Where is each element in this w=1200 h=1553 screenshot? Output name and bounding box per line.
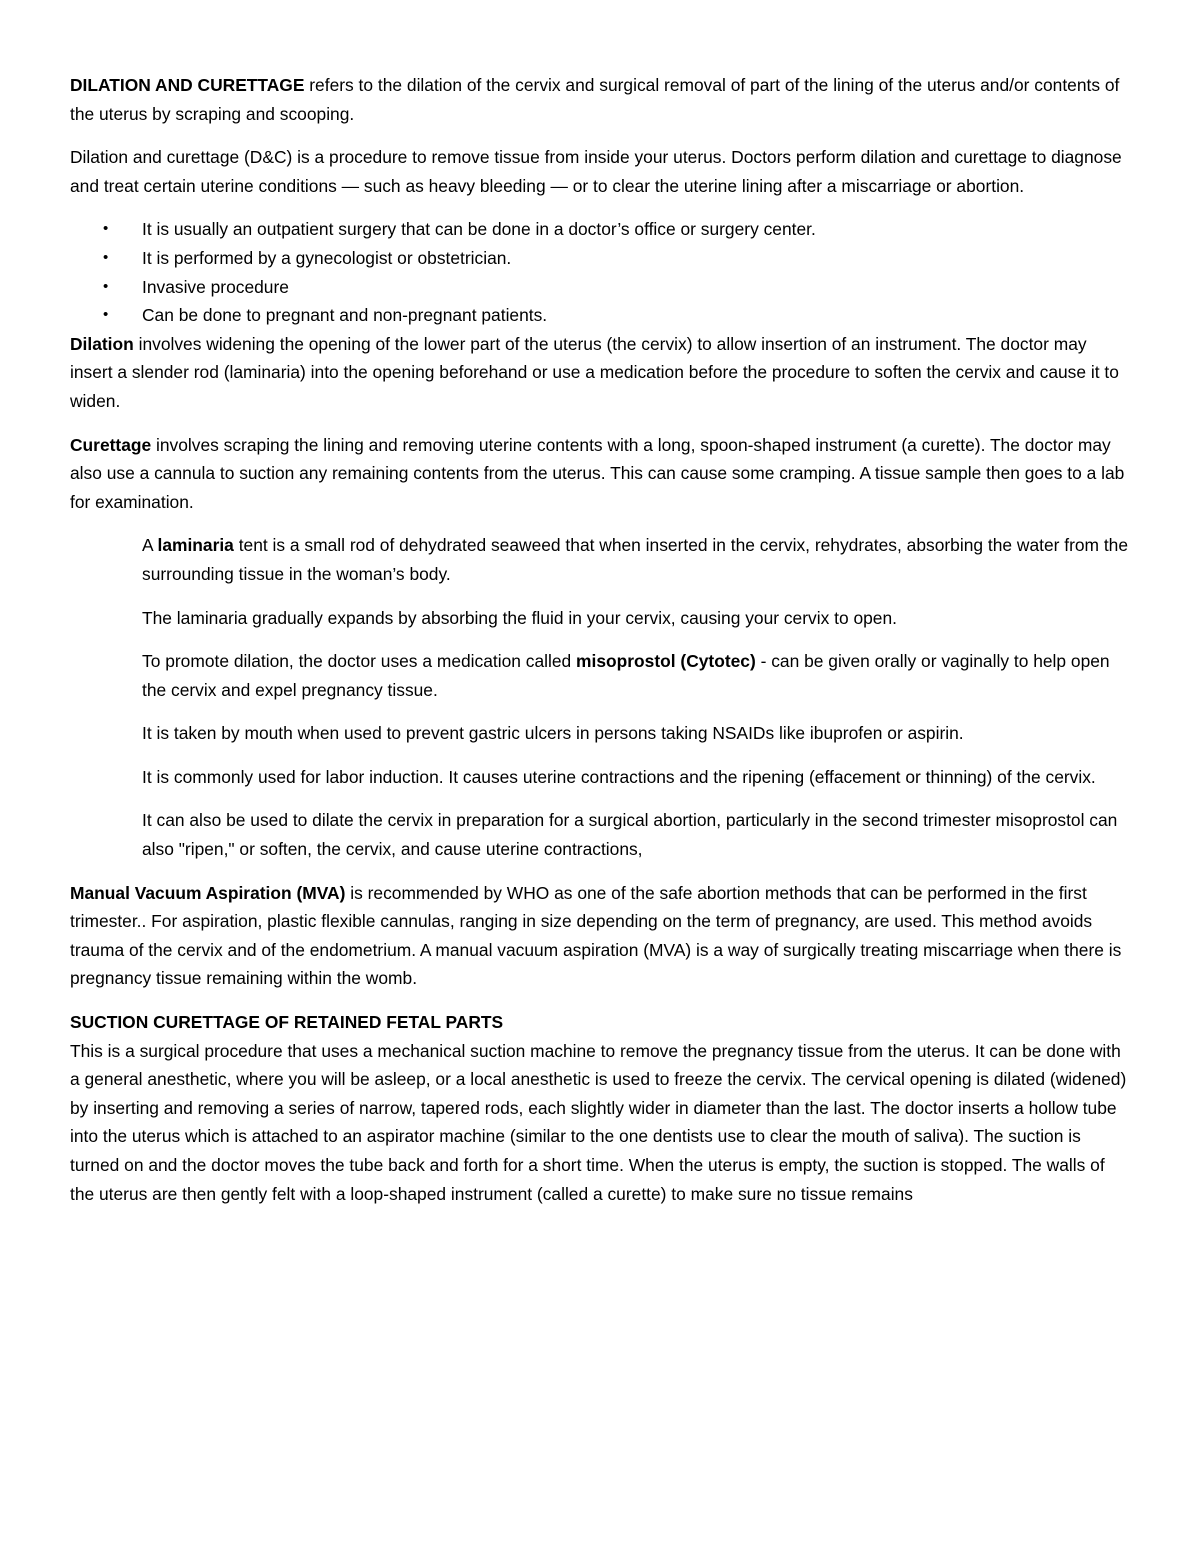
laminaria-expands-paragraph: The laminaria gradually expands by absorbing the fluid in your cervix, causing your cervix to open. [142, 607, 897, 628]
dilation-term: Dilation [70, 333, 134, 354]
misoprostol-paragraph [142, 647, 1132, 704]
intro-text: refers to the dilation of the cervix and surgical removal of part of the lining of the uterus and/or contents of the uterus by scraping and scooping. [70, 75, 1120, 124]
bullet-icon: • [103, 248, 109, 266]
curettage-term: Curettage [70, 434, 152, 455]
list-item [70, 244, 1132, 273]
suction-heading: SUCTION CURETTAGE OF RETAINED FETAL PARTS [70, 1012, 504, 1033]
mva-text: is recommended by WHO as one of the safe abortion methods that can be performed in the first trimester.. For aspiration, plastic flexible cannulas, ranging in size depending on the term of pregnancy, are used. This method avoids trauma of the cervix and of the endometrium. A manual vacuum aspiration (MVA) is a way of surgically treating miscarriage when there is pregnancy tissue remaining within the womb. [70, 882, 1122, 989]
laminaria-prefix: A [142, 535, 158, 556]
bullet-icon: • [103, 220, 109, 238]
dilation-text: involves widening the opening of the lower part of the uterus (the cervix) to allow insertion of an instrument. The doctor may insert a slender rod (laminaria) into the opening beforehand or use a medication before the procedure to soften the cervix and cause it to widen. [70, 333, 1119, 411]
curettage-text: involves scraping the lining and removing uterine contents with a long, spoon-shaped instrument (a curette). The doctor may also use a cannula to suction any remaining contents from the uterus. This can cause some cramping. A tissue sample then goes to a lab for examination. [70, 434, 1125, 512]
curettage-paragraph [70, 431, 1132, 517]
laminaria-term: laminaria [157, 535, 234, 556]
suction-paragraph: This is a surgical procedure that uses a mechanical suction machine to remove the pregnancy tissue from the uterus. It can be done with a general anesthetic, where you will be asleep, or a local anesthetic is used to freeze the cervix. The cervical opening is dilated (widened) by inserting and removing a series of narrow, tapered rods, each slightly wider in diameter than the last. The doctor inserts a hollow tube into the uterus which is attached to an aspirator machine (similar to the one dentists use to clear the mouth of saliva). The suction is turned on and the doctor moves the tube back and forth for a short time. When the uterus is empty, the suction is stopped. The walls of the uterus are then gently felt with a loop-shaped instrument (called a curette) to make sure no tissue remains [70, 1040, 1127, 1204]
list-item-text: Invasive procedure [142, 276, 289, 297]
list-item [70, 215, 1132, 244]
mva-paragraph [70, 879, 1132, 993]
bullet-icon: • [103, 277, 109, 295]
misoprostol-prefix: To promote dilation, the doctor uses a medication called [142, 651, 577, 672]
misoprostol-text: - can be given orally or vaginally to help open the cervix and expel pregnancy tissue. [142, 651, 1110, 700]
mva-term: Manual Vacuum Aspiration (MVA) [70, 882, 346, 903]
misoprostol-dilate-paragraph: It can also be used to dilate the cervix in preparation for a surgical abortion, particularly in the second trimester misoprostol can also "ripen," or soften, the cervix, and cause uterine contractions, [142, 810, 1118, 860]
list-item-text: It is performed by a gynecologist or obstetrician. [142, 247, 512, 268]
misoprostol-mouth-paragraph: It is taken by mouth when used to prevent gastric ulcers in persons taking NSAIDs like ibuprofen or aspirin. [142, 723, 964, 744]
overview-paragraph: Dilation and curettage (D&C) is a procedure to remove tissue from inside your uterus. Doctors perform dilation and curettage to diagnose and treat certain uterine conditions — such as heavy bleeding — or to clear the uterine lining after a miscarriage or abortion. [70, 147, 1122, 196]
intro-paragraph [70, 71, 1132, 128]
list-item-text: It is usually an outpatient surgery that can be done in a doctor’s office or surgery center. [142, 219, 816, 240]
list-item [70, 301, 1132, 330]
list-item [70, 273, 1132, 302]
laminaria-text: tent is a small rod of dehydrated seaweed that when inserted in the cervix, rehydrates, absorbing the water from the surrounding tissue in the woman’s body. [142, 535, 1129, 584]
intro-term: DILATION AND CURETTAGE [70, 75, 305, 95]
list-item-text: Can be done to pregnant and non-pregnant patients. [142, 305, 548, 326]
bullet-list [70, 215, 1132, 329]
dilation-paragraph [70, 330, 1132, 416]
laminaria-paragraph [142, 531, 1132, 588]
document-body [70, 71, 1132, 1208]
misoprostol-labor-paragraph: It is commonly used for labor induction. It causes uterine contractions and the ripening (effacement or thinning) of the cervix. [142, 766, 1096, 787]
bullet-icon: • [103, 306, 109, 324]
misoprostol-term: misoprostol (Cytotec) [576, 651, 756, 672]
